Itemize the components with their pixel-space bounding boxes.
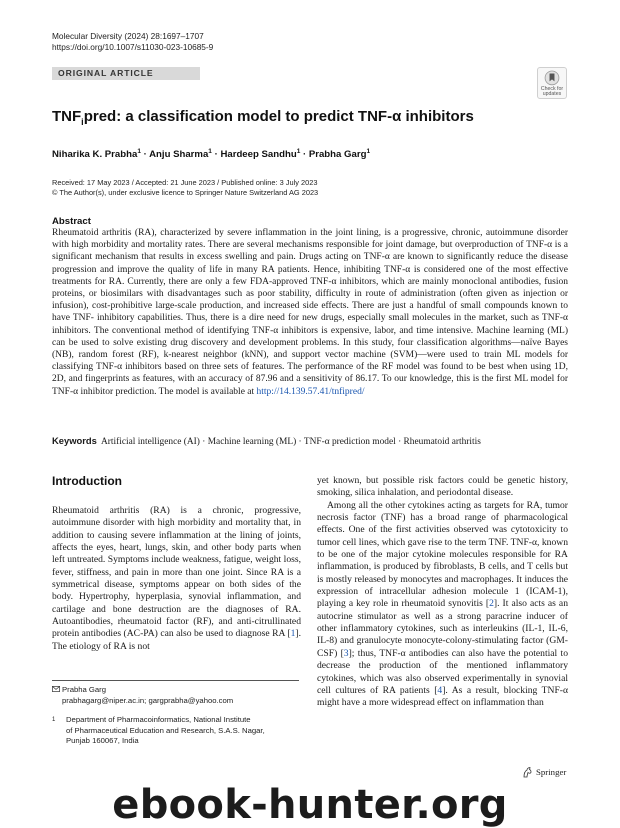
keywords bbox=[52, 435, 568, 447]
watermark-text: ebook-hunter.org bbox=[112, 782, 508, 828]
check-for-updates-badge[interactable] bbox=[537, 67, 567, 99]
affiliation-line: of Pharmaceutical Education and Research, S.A.S. Nagar, bbox=[66, 725, 265, 735]
envelope-icon bbox=[52, 685, 62, 696]
journal-header bbox=[52, 31, 213, 53]
abstract-heading: Abstract bbox=[52, 216, 91, 227]
publisher-logo bbox=[521, 766, 566, 778]
abstract-text bbox=[52, 227, 568, 398]
author-affiliation-mark: 1 bbox=[296, 148, 301, 155]
author-separator: · bbox=[211, 149, 221, 161]
keywords-label: Keywords bbox=[52, 435, 97, 446]
author-separator: · bbox=[300, 149, 309, 161]
title-subscript: i bbox=[81, 117, 84, 127]
keywords-list: Artificial intelligence (AI) · Machine learning (ML) · TNF-α prediction model · Rheumatoid arthritis bbox=[100, 437, 481, 447]
publication-dates bbox=[52, 178, 318, 198]
intro-paragraph: Rheumatoid arthritis (RA) is a chronic, progressive, autoimmune disorder with high morbidity and mortality that, in addition to causing severe inflammation at the lining of joints, affects the eyes, heart, lungs, skin, and other body parts when left untreated. Symptoms include weakness, fatigue, weight loss, fever, stiffness, and pain in more than one joint. Since RA is a symmetrical disease, symptoms appear on both sides of the body. Hypertrophy, hyperplasia, synovial inflammation, and cartilage and bone destruction are the diagnoses of RA. Autoantibodies, rheumatoid factor (RF), and anti-citrullinated protein antibodies (AC-PA) can also be used to diagnose RA [1]. The etiology of RA is not bbox=[52, 505, 301, 652]
reference-link[interactable]: 1 bbox=[290, 628, 296, 640]
doi-link[interactable]: https://doi.org/10.1007/s11030-023-10685-9 bbox=[52, 42, 214, 52]
intro-paragraph: Among all the other cytokines acting as targets for RA, tumor necrosis factor (TNF) has a broad range of pharmacological effects. One of the first activities observed was cytotoxicity to tumor cell lines, which gave rise to the term TNF. TNF-α, known to be one of the major cytokine molecules responsible for RA inflammation, is produced by fibroblasts, B cells, and T cells but is mostly released by monocytes and macrophages. It induces the expression of intracellular adhesion molecule 1 (ICAM-1), playing a key role in rheumatoid synovitis [2]. It also acts as an autocrine stimulator as well as a strong paracrine inducer of other inflammatory cytokines, such as interleukins (IL-1, IL-6, IL-8) and granulocyte monocyte-colony-stimulating factor (GM-CSF) [3]; thus, TNF-α antibodies can also have the potential to decrease the production of the mentioned inflammatory cytokines, which was also observed experimentally in synovial cell cultures of RA patients [4]. As a result, blocking TNF-α might have a more widespread effect on inflammation than bbox=[317, 499, 569, 709]
affiliation-footnote bbox=[52, 715, 302, 747]
author-name[interactable]: Anju Sharma bbox=[149, 149, 209, 161]
reference-link[interactable]: 3 bbox=[343, 647, 349, 659]
affiliation-mark: 1 bbox=[52, 717, 56, 723]
affiliation-line: Punjab 160067, India bbox=[66, 736, 139, 746]
title-prefix: TNF bbox=[52, 108, 82, 125]
left-column bbox=[52, 505, 301, 653]
springer-horse-icon bbox=[521, 766, 533, 778]
author-list bbox=[52, 148, 370, 160]
check-badge-line2: updates bbox=[542, 91, 562, 98]
author-affiliation-mark: 1 bbox=[366, 148, 371, 155]
check-badge-line1: Check for bbox=[540, 85, 564, 92]
article-type-label: ORIGINAL ARTICLE bbox=[52, 67, 200, 80]
right-column bbox=[317, 475, 568, 710]
author-name[interactable]: Prabha Garg bbox=[308, 149, 367, 161]
model-url-link[interactable]: http://14.139.57.41/tnfipred/ bbox=[256, 386, 365, 397]
author-affiliation-mark: 1 bbox=[208, 148, 212, 155]
reference-link[interactable]: 2 bbox=[489, 598, 494, 610]
copyright-line: © The Author(s), under exclusive licence to Springer Nature Switzerland AG 2023 bbox=[52, 188, 319, 197]
title-rest: pred: a classification model to predict TNF-α inhibitors bbox=[83, 108, 474, 125]
article-title bbox=[52, 108, 474, 127]
reference-link[interactable]: 4 bbox=[437, 684, 443, 696]
journal-citation: Molecular Diversity (2024) 28:1697–1707 bbox=[52, 31, 204, 41]
received-accepted-published: Received: 17 May 2023 / Accepted: 21 June 2023 / Published online: 3 July 2023 bbox=[52, 178, 318, 187]
corresponding-author bbox=[52, 685, 233, 706]
corresponding-author-name: Prabha Garg bbox=[62, 685, 107, 694]
author-separator: · bbox=[140, 149, 150, 161]
footnote-divider bbox=[52, 680, 299, 681]
affiliation-line: Department of Pharmacoinformatics, National Institute bbox=[66, 715, 251, 724]
author-name[interactable]: Niharika K. Prabha bbox=[52, 149, 138, 161]
introduction-heading: Introduction bbox=[52, 474, 122, 488]
corresponding-email[interactable]: prabhagarg@niper.ac.in; gargprabha@yahoo.com bbox=[62, 695, 234, 705]
author-name[interactable]: Hardeep Sandhu bbox=[220, 149, 297, 161]
bookmark-ribbon-icon bbox=[544, 70, 560, 86]
author-affiliation-mark: 1 bbox=[137, 148, 141, 155]
intro-paragraph: yet known, but possible risk factors could be genetic history, smoking, silica inhalation, and periodontal disease. bbox=[317, 475, 568, 499]
publisher-name: Springer bbox=[536, 767, 567, 777]
abstract-body-text: Rheumatoid arthritis (RA), characterized by severe inflammation in the joint lining, is a progressive, chronic, autoimmune disorder with high morbidity and mortality rates. There are several mechanisms responsible for joint damage, but overproduction of TNF-α is a significant mechanism that results in excess swelling and pain. Drugs acting on TNF-α are known to significantly reduce the disease progression and improve the quality of life in many RA patients. Hence, inhibiting TNF-α is considered one of the most effective treatments for RA. Currently, there are only a few FDA-approved TNF-α inhibitors, which are mainly monoclonal antibodies, fusion proteins, or biosimilars with disadvantages such as poor stability, difficulty in route of administration (often given as injection or infusion), cost-prohibitive large-scale production, and increased side effects. There are just a handful of small compounds known to have TNF- inhibitory capabilities. Thus, there is a dire need for new drugs, especially small molecules in the market, such as TNF-α inhibitors. The conventional method of identifying TNF-α inhibitors is expensive, labor, and time intensive. Machine learning (ML) can be used to solve existing drug discovery and development problems. In this study, four classification algorithms—naïve Bayes (NB), random forest (RF), k-nearest neighbor (kNN), and support vector machine (SVM)—were used to train ML models for classifying TNF-α inhibitors based on three sets of features. The performance of the RF model was found to be best when using 1D, 2D, and fingerprints as features, with an accuracy of 87.96 and a sensitivity of 86.17. To our knowledge, this is the first ML model for TNF-α inhibitor prediction. The model is available at bbox=[52, 228, 568, 397]
